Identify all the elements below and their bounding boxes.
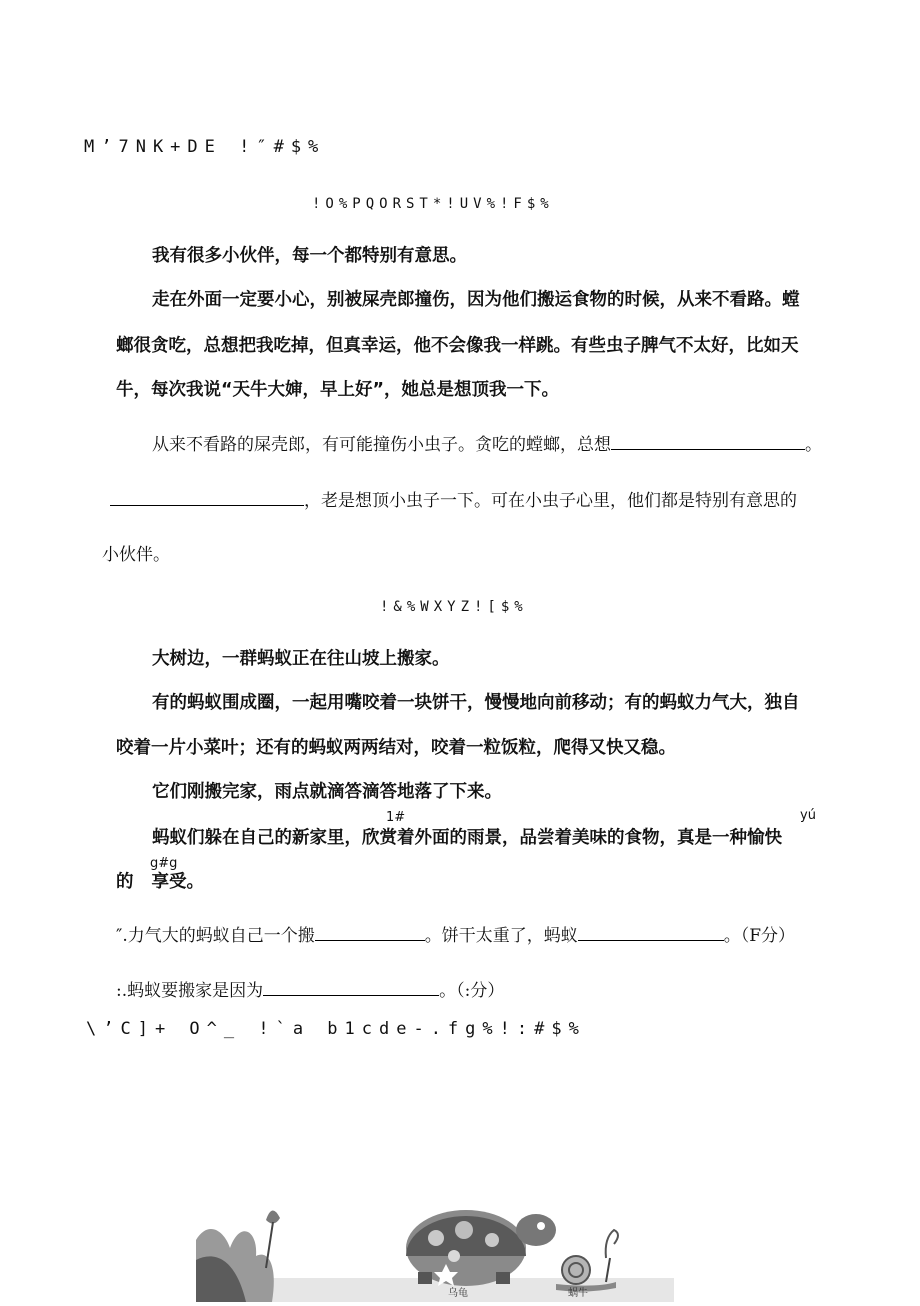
s2-q1-a: ″.力气大的蚂蚁自己一个搬 xyxy=(116,926,315,946)
answer-blank-2[interactable] xyxy=(110,488,304,506)
s2-q1-b: 。饼干太重了，蚂蚁 xyxy=(424,926,578,946)
s1-para2-line3: 牛，每次我说“天牛大婶，早上好”，她总是想顶我一下。 xyxy=(116,380,560,400)
s2-para2-line1: 有的蚂蚁围成圈，一起用嘴咬着一块饼干，慢慢地向前移动；有的蚂蚁力气大，独自 xyxy=(152,693,800,713)
header-line: M’7NK+DE !″#$% xyxy=(84,137,326,157)
char-yu: 愉 xyxy=(747,828,765,848)
answer-blank-5[interactable] xyxy=(263,978,439,996)
s1-question-line3: 小伙伴。 xyxy=(102,545,170,565)
pinyin-yu: yú xyxy=(800,808,816,823)
s2-para4-b: 赏着外面的雨景，品尝着美味的食物，真是一种 xyxy=(379,828,747,848)
s1-q2-text: ，老是想顶小虫子一下。可在小虫子心里，他们都是特别有意思的 xyxy=(304,491,797,511)
snail-label: 蜗牛 xyxy=(568,1288,588,1299)
turtle-snail-illustration xyxy=(196,1160,674,1302)
s2-para3: 它们刚搬完家，雨点就滴答滴答地落了下来。 xyxy=(152,782,502,802)
turtle-icon xyxy=(406,1210,556,1286)
s2-para4-c: 快 xyxy=(764,828,782,848)
s2-q1-c: 。（F分） xyxy=(723,926,796,946)
bush-icon xyxy=(196,1210,280,1302)
s2-para2-line2: 咬着一片小菜叶；还有的蚂蚁两两结对，咬着一粒饭粒，爬得又快又稳。 xyxy=(116,738,676,758)
s2-q2-a: :.蚂蚁要搬家是因为 xyxy=(116,981,264,1001)
s1-q1-text: 从来不看路的屎壳郎，有可能撞伤小虫子。贪吃的螳螂，总想 xyxy=(152,435,611,455)
answer-blank-3[interactable] xyxy=(315,923,425,941)
section1-heading: !O%PQORST*!UV%!F$% xyxy=(312,196,554,212)
s1-question-line2 xyxy=(110,486,797,511)
s2-question1 xyxy=(116,921,795,946)
s1-para2-line2: 螂很贪吃，总想把我吃掉，但真幸运，他不会像我一样跳。有些虫子脾气不太好，比如天 xyxy=(116,336,799,356)
s2-para4 xyxy=(152,824,782,849)
char-xin: 欣 xyxy=(362,828,380,848)
s2-para5 xyxy=(116,868,204,893)
answer-blank-4[interactable] xyxy=(578,923,724,941)
s2-para4-a: 蚂蚁们躲在自己的新家里， xyxy=(152,828,362,848)
pinyin-xiang: g#g xyxy=(150,856,178,871)
s2-para5-b: 受。 xyxy=(169,872,204,892)
illustration-svg xyxy=(196,1160,674,1302)
char-xiang: 享 xyxy=(151,872,169,892)
s1-para1: 我有很多小伙伴，每一个都特别有意思。 xyxy=(152,246,467,266)
turtle-label: 乌龟 xyxy=(448,1288,468,1299)
s1-q1-end: 。 xyxy=(805,435,822,455)
s2-q2-b: 。（:分） xyxy=(439,981,505,1001)
section2-heading: !&%WXYZ![$% xyxy=(380,599,528,615)
s2-para5-a: 的 xyxy=(116,872,134,892)
s2-para1: 大树边，一群蚂蚁正在往山坡上搬家。 xyxy=(152,649,450,669)
s2-question2 xyxy=(116,976,504,1001)
answer-blank-1[interactable] xyxy=(611,432,805,450)
footer-line: \’C]+ O^_ !`a b1cde-.fg%!:#$% xyxy=(86,1019,586,1039)
pinyin-xin: 1# xyxy=(386,810,406,825)
s1-para2-line1: 走在外面一定要小心，别被屎壳郎撞伤，因为他们搬运食物的时候，从来不看路。螳 xyxy=(152,290,800,310)
s1-question-line1 xyxy=(152,430,822,455)
